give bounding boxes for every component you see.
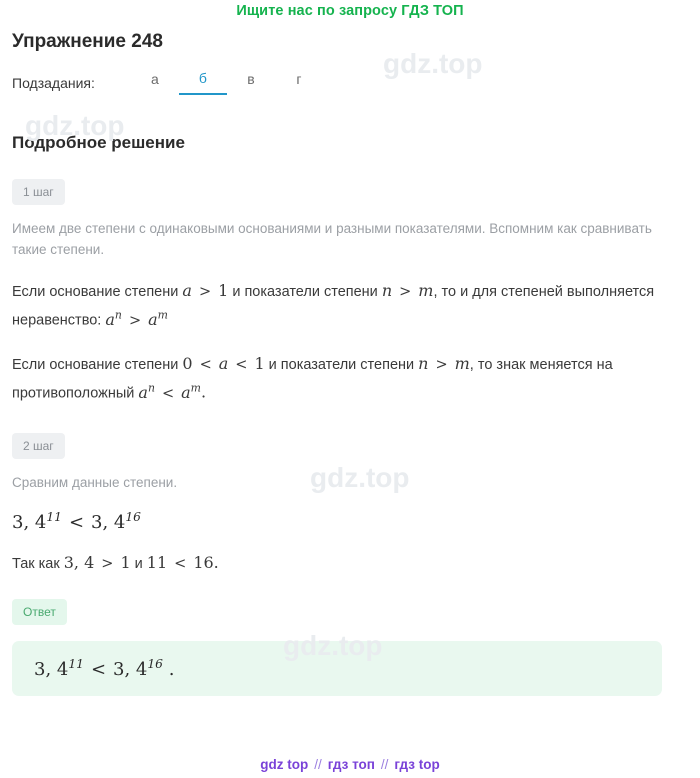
rule2-lt: < bbox=[199, 356, 212, 373]
rule1-text-d: степеней выполняется неравенство: bbox=[12, 283, 655, 329]
promo-banner: Ищите нас по запросу ГДЗ ТОП bbox=[236, 3, 464, 19]
answer-sup-2: 16 bbox=[147, 657, 163, 672]
subtasks-tabs bbox=[12, 70, 688, 95]
rule2-an bbox=[138, 383, 155, 402]
rule2-am-sup: m bbox=[190, 381, 201, 395]
formula-base-2: 3, 4 bbox=[91, 511, 126, 533]
rule1-var-m: m bbox=[418, 280, 434, 300]
watermark-4: gdz.top bbox=[283, 630, 383, 661]
tab-subtask-g[interactable]: г bbox=[296, 71, 302, 87]
formula-sup-2: 16 bbox=[125, 509, 141, 524]
rule2-gt: > bbox=[435, 356, 448, 373]
rule2-lt3: < bbox=[161, 385, 175, 402]
formula-base-1: 3, 4 bbox=[12, 511, 47, 533]
because-lt: < bbox=[174, 555, 187, 572]
tab-subtask-b[interactable]: б bbox=[179, 70, 227, 95]
rule1-am-sup: m bbox=[157, 308, 168, 322]
rule1-var-n: n bbox=[381, 280, 393, 300]
footer-separator-2: // bbox=[380, 757, 389, 772]
rule2-one: 1 bbox=[254, 353, 265, 373]
rule1-text-a: Если основание степени bbox=[12, 283, 179, 300]
rule1-var-a: a bbox=[182, 280, 192, 300]
rule2-text-c: , то знак bbox=[469, 356, 526, 373]
because-num-1: 3, 4 bbox=[63, 552, 95, 572]
answer-sup-1: 11 bbox=[68, 657, 84, 672]
rule1-an bbox=[105, 310, 122, 329]
step-1-intro: Имеем две степени с одинаковыми основаниями и разными показателями. Вспомним как сравнивать такие степени. bbox=[12, 221, 652, 257]
tab-subtask-v[interactable]: в bbox=[247, 71, 255, 87]
rule2-am-base: a bbox=[181, 382, 191, 402]
footer-item-3: гдз top bbox=[394, 757, 440, 772]
step-2-intro: Сравним данные степени. bbox=[12, 475, 178, 490]
page-title: Упражнение 248 bbox=[12, 31, 163, 52]
because-num-3: 11 bbox=[146, 552, 168, 572]
tab-subtask-a[interactable]: а bbox=[151, 71, 159, 87]
rule2-text-a: Если основание степени bbox=[12, 356, 179, 373]
footer bbox=[0, 757, 700, 772]
rule2-text-b: и показатели степени bbox=[268, 356, 415, 373]
step-badge-1: 1 шаг bbox=[12, 179, 65, 205]
rule1-text-c: , то и для bbox=[433, 283, 497, 300]
step-2-formula bbox=[12, 510, 688, 533]
step-1-rule-2 bbox=[12, 350, 688, 407]
rule1-gt: > bbox=[198, 283, 212, 300]
formula-sup-1: 11 bbox=[46, 509, 62, 524]
rule1-gt3: > bbox=[128, 312, 142, 329]
watermark-2: gdz.top bbox=[25, 110, 125, 141]
rule1-an-sup: n bbox=[114, 308, 122, 322]
step-badge-2: 2 шаг bbox=[12, 433, 65, 459]
watermark-1: gdz.top bbox=[383, 48, 483, 79]
answer-box bbox=[12, 641, 662, 696]
rule1-gt2: > bbox=[399, 283, 412, 300]
because-and: и bbox=[134, 555, 143, 572]
rule2-an-base: a bbox=[138, 382, 148, 402]
subtasks-label: Подзадания: bbox=[12, 74, 95, 91]
answer-base-2: 3, 4 bbox=[113, 659, 148, 681]
rule2-an-sup: n bbox=[147, 381, 155, 395]
answer-operator: < bbox=[90, 659, 107, 681]
rule1-am-base: a bbox=[148, 309, 158, 329]
because-num-4: 16. bbox=[193, 552, 219, 572]
footer-item-1: gdz top bbox=[260, 757, 309, 772]
footer-item-2: гдз топ bbox=[327, 757, 375, 772]
answer-dot: . bbox=[168, 659, 175, 681]
solution-heading: Подробное решение bbox=[12, 133, 185, 152]
rule2-zero: 0 bbox=[182, 353, 193, 373]
rule2-lt2: < bbox=[235, 356, 248, 373]
watermark-3: gdz.top bbox=[310, 462, 410, 493]
because-text: Так как bbox=[12, 555, 60, 572]
rule2-var-m: m bbox=[454, 353, 470, 373]
answer-base-1: 3, 4 bbox=[34, 659, 69, 681]
because-num-2: 1 bbox=[120, 552, 131, 572]
rule2-var-n: n bbox=[418, 353, 429, 373]
rule1-one: 1 bbox=[218, 280, 229, 300]
footer-separator-1: // bbox=[314, 757, 322, 772]
rule1-an-base: a bbox=[105, 309, 115, 329]
rule2-am bbox=[181, 383, 201, 402]
formula-operator: < bbox=[68, 511, 85, 533]
rule2-text-d: меняется на противоположный bbox=[12, 356, 613, 402]
step-2-because bbox=[12, 549, 688, 577]
step-1-rule-1 bbox=[12, 277, 688, 334]
rule2-var-a: a bbox=[218, 353, 229, 373]
because-gt: > bbox=[101, 555, 114, 572]
answer-badge: Ответ bbox=[12, 599, 67, 625]
rule2-dot: . bbox=[200, 382, 207, 402]
rule1-text-b: и показатели степени bbox=[232, 283, 378, 300]
rule1-am bbox=[148, 310, 168, 329]
